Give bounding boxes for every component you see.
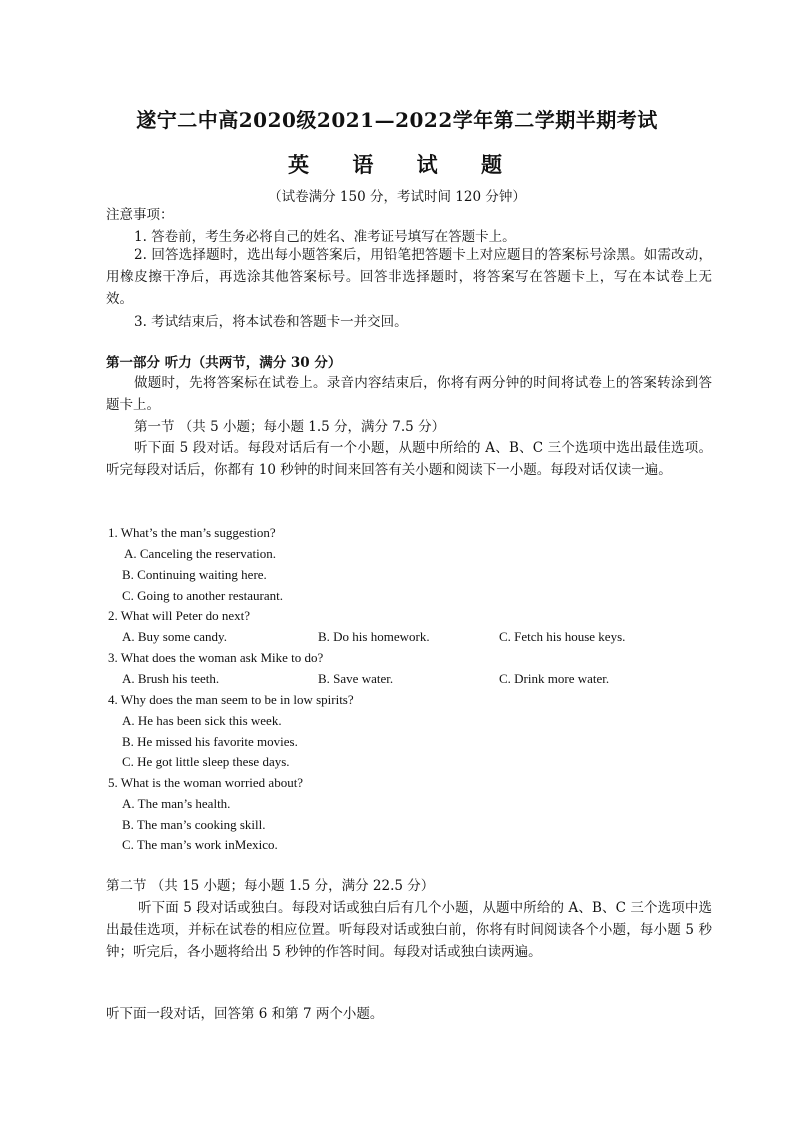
section1-heading: 第一节 （共 5 小题；每小题 1.5 分，满分 7.5 分） xyxy=(134,419,446,435)
question-1-option-b: B. Continuing waiting here. xyxy=(122,567,267,582)
question-4-option-c: C. He got little sleep these days. xyxy=(122,754,290,769)
notes-heading: 注意事项： xyxy=(106,207,174,223)
question-5-option-c: C. The man’s work inMexico. xyxy=(122,837,278,852)
section2-heading: 第二节 （共 15 小题；每小题 1.5 分，满分 22.5 分） xyxy=(106,878,435,894)
question-3-stem: 3. What does the woman ask Mike to do? xyxy=(108,650,324,665)
exam-subject: 英 语 试 题 xyxy=(288,152,520,177)
question-4-option-a: A. He has been sick this week. xyxy=(122,713,282,728)
question-1-stem: 1. What’s the man’s suggestion? xyxy=(108,525,276,540)
question-2-option-a: A. Buy some candy. xyxy=(122,629,227,644)
question-2-option-c: C. Fetch his house keys. xyxy=(499,629,626,644)
section1-intro: 听下面 5 段对话。每段对话后有一个小题，从题中所给的 A、B、C 三个选项中选出最佳选项。听完每段对话后，你都有 10 秒钟的时间来回答有关小题和阅读下一小题。每段对话仅读一遍。 xyxy=(106,440,712,478)
section2-intro: 听下面 5 段对话或独白。每段对话或独白后有几个小题，从题中所给的 A、B、C 三个选项中选出最佳选项，并标在试卷的相应位置。听每段对话或独白前，你将有时间阅读各个小题，每小题 5 秒钟；听完后，各小题将给出 5 秒钟的作答时间。每段对话或独白读两遍。 xyxy=(106,900,712,960)
question-4-stem: 4. Why does the man seem to be in low spirits? xyxy=(108,692,354,707)
question-2-option-b: B. Do his homework. xyxy=(318,629,430,644)
question-5-stem: 5. What is the woman worried about? xyxy=(108,775,304,790)
question-3-option-b: B. Save water. xyxy=(318,671,394,686)
part1-intro: 做题时，先将答案标在试卷上。录音内容结束后，你将有两分钟的时间将试卷上的答案转涂到答题卡上。 xyxy=(106,375,712,413)
question-5-option-a: A. The man’s health. xyxy=(122,796,231,811)
question-3-option-a: A. Brush his teeth. xyxy=(122,671,220,686)
question-2-stem: 2. What will Peter do next? xyxy=(108,608,251,623)
notes-item-1: 1. 答卷前，考生务必将自己的姓名、准考证号填写在答题卡上。 xyxy=(134,229,516,245)
part1-heading: 第一部分 听力（共两节，满分 30 分） xyxy=(106,355,342,371)
notes-item-3: 3. 考试结束后，将本试卷和答题卡一并交回。 xyxy=(134,314,408,330)
question-1-option-c: C. Going to another restaurant. xyxy=(122,588,284,603)
question-4-option-b: B. He missed his favorite movies. xyxy=(122,734,298,749)
section2-instruction: 听下面一段对话，回答第 6 和第 7 两个小题。 xyxy=(106,1006,384,1022)
question-5-option-b: B. The man’s cooking skill. xyxy=(122,817,266,832)
notes-item-2: 2. 回答选择题时，选出每小题答案后，用铅笔把答题卡上对应题目的答案标号涂黑。如需改动，用橡皮擦干净后，再选涂其他答案标号。回答非选择题时，将答案写在答题卡上，写在本试卷上无效。 xyxy=(106,247,712,307)
question-1-option-a: A. Canceling the reservation. xyxy=(124,546,276,561)
exam-info: （试卷满分 150 分，考试时间 120 分钟） xyxy=(268,189,526,205)
exam-title: 遂宁二中高2020级2021—2022学年第二学期半期考试 xyxy=(136,108,658,132)
question-3-option-c: C. Drink more water. xyxy=(499,671,610,686)
